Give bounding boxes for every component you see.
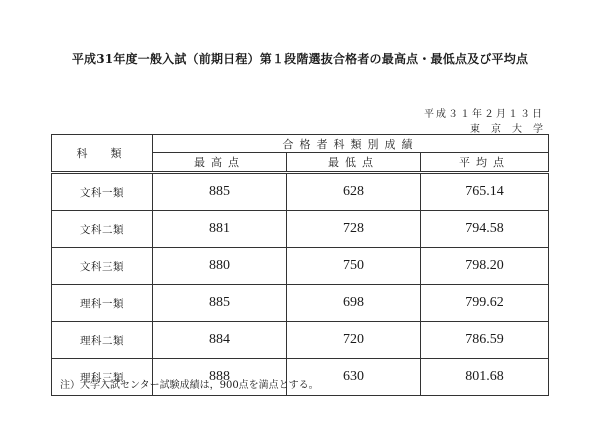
category-cell: 文科一類 xyxy=(52,173,153,211)
avg-score-cell: 794.58 xyxy=(421,211,549,248)
max-score-cell: 885 xyxy=(153,285,287,322)
max-score-header: 最高点 xyxy=(153,153,287,173)
document-title: 平成31年度一般入試（前期日程）第１段階選抜合格者の最高点・最低点及び平均点 xyxy=(71,52,529,66)
avg-score-cell: 765.14 xyxy=(421,173,549,211)
category-cell: 理科三類 xyxy=(52,359,153,396)
table-row xyxy=(52,173,549,211)
min-score-cell: 720 xyxy=(287,322,421,359)
category-cell: 理科一類 xyxy=(52,285,153,322)
avg-score-cell: 798.20 xyxy=(421,248,549,285)
organization-name: 東京大学 xyxy=(470,124,554,135)
table-row xyxy=(52,322,549,359)
category-cell: 理科二類 xyxy=(52,322,153,359)
table-header-row xyxy=(52,135,549,153)
avg-score-cell: 786.59 xyxy=(421,322,549,359)
max-score-cell: 884 xyxy=(153,322,287,359)
min-score-cell: 698 xyxy=(287,285,421,322)
issue-date: 平成３１年２月１３日 xyxy=(424,109,544,120)
max-score-cell: 885 xyxy=(153,173,287,211)
category-cell: 文科二類 xyxy=(52,211,153,248)
min-score-cell: 628 xyxy=(287,173,421,211)
min-score-cell: 630 xyxy=(287,359,421,396)
max-score-cell: 888 xyxy=(153,359,287,396)
avg-score-header: 平均点 xyxy=(421,153,549,173)
table-row xyxy=(52,211,549,248)
min-score-cell: 750 xyxy=(287,248,421,285)
avg-score-cell: 799.62 xyxy=(421,285,549,322)
category-column-header: 科 類 xyxy=(52,135,153,173)
category-cell: 文科三類 xyxy=(52,248,153,285)
max-score-cell: 881 xyxy=(153,211,287,248)
min-score-cell: 728 xyxy=(287,211,421,248)
group-column-header: 合格者科類別成績 xyxy=(153,135,549,153)
footnote: 注）大学入試センター試験成績は，900点を満点とする。 xyxy=(60,380,319,391)
min-score-header: 最低点 xyxy=(287,153,421,173)
table-row xyxy=(52,285,549,322)
max-score-cell: 880 xyxy=(153,248,287,285)
table-row xyxy=(52,248,549,285)
scores-table xyxy=(51,134,549,396)
avg-score-cell: 801.68 xyxy=(421,359,549,396)
